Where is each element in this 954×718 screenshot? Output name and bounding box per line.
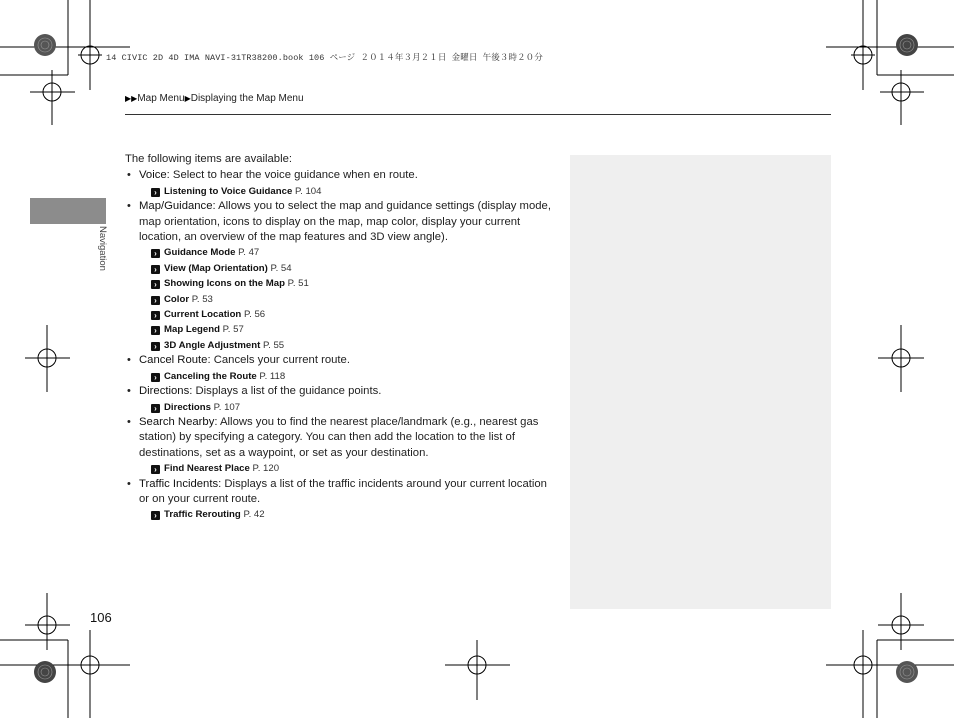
item-list <box>125 168 557 522</box>
cross-reference-link[interactable] <box>151 507 557 522</box>
reference-arrow-icon: › <box>151 326 160 335</box>
reference-arrow-icon: › <box>151 265 160 274</box>
breadcrumb-item-map-menu[interactable]: Map Menu <box>137 93 185 104</box>
reference-title[interactable]: Showing Icons on the Map <box>164 278 285 290</box>
bullet-icon: • <box>127 385 131 398</box>
side-notes-panel <box>570 155 831 609</box>
reference-page: P. 42 <box>243 509 265 521</box>
reference-title[interactable]: Guidance Mode <box>164 247 236 259</box>
bullet-icon: • <box>127 415 131 428</box>
reference-title[interactable]: Color <box>164 293 190 305</box>
section-tab <box>30 198 106 224</box>
reference-arrow-icon: › <box>151 188 160 197</box>
breadcrumb-arrow-icon: ▶ <box>184 94 191 103</box>
item-term: Directions <box>139 385 190 398</box>
intro-text: The following items are available: <box>125 153 293 165</box>
cross-reference-link[interactable] <box>151 461 557 476</box>
item-description: : Allows you to select the map and guidance settings (display mode, map orientation, icons to display on the map, map color, display your current location, an overview of the map features and 3D view angle). <box>139 200 551 244</box>
reference-page: P. 54 <box>270 262 292 274</box>
cross-reference-link[interactable] <box>151 261 557 276</box>
bullet-icon: • <box>127 200 131 213</box>
reference-title[interactable]: Directions <box>164 401 211 413</box>
list-item <box>125 477 557 508</box>
reference-page: P. 107 <box>213 401 241 413</box>
item-description: : Displays a list of the traffic incidents around your current location or on your current route. <box>139 477 547 505</box>
header-divider <box>125 114 831 115</box>
reference-title[interactable]: Listening to Voice Guidance <box>164 185 293 197</box>
section-tab-label: Navigation <box>97 226 108 271</box>
reference-title[interactable]: Find Nearest Place <box>164 463 250 475</box>
reference-arrow-icon: › <box>151 311 160 320</box>
reference-page: P. 120 <box>252 463 280 475</box>
reference-title[interactable]: Map Legend <box>164 324 220 336</box>
list-item <box>125 353 557 368</box>
reference-page: P. 104 <box>294 185 322 197</box>
breadcrumb-item-current: Displaying the Map Menu <box>190 93 304 104</box>
cross-reference-link[interactable] <box>151 276 557 291</box>
cross-reference-link[interactable] <box>151 292 557 307</box>
reference-arrow-icon: › <box>151 249 160 258</box>
reference-title[interactable]: Canceling the Route <box>164 370 257 382</box>
reference-title[interactable]: Current Location <box>164 309 242 321</box>
item-term: Search Nearby <box>139 415 215 428</box>
item-term: Cancel Route <box>139 354 208 367</box>
breadcrumb-arrow-icon: ▶▶ <box>125 94 138 103</box>
cross-reference-link[interactable] <box>151 245 557 260</box>
item-description: : Cancels your current route. <box>207 354 350 367</box>
reference-arrow-icon: › <box>151 465 160 474</box>
reference-page: P. 57 <box>222 324 244 336</box>
reference-page: P. 55 <box>262 339 285 351</box>
main-content <box>125 152 557 523</box>
item-description: : Select to hear the voice guidance when en route. <box>166 169 418 182</box>
list-item <box>125 415 557 461</box>
bullet-icon: • <box>127 354 131 367</box>
reference-arrow-icon: › <box>151 296 160 305</box>
reference-page: P. 118 <box>259 370 286 382</box>
cross-reference-link[interactable] <box>151 322 557 337</box>
reference-page: P. 47 <box>238 247 260 259</box>
cross-reference-link[interactable] <box>151 307 557 322</box>
cross-reference-link[interactable] <box>151 184 557 199</box>
list-item <box>125 168 557 183</box>
item-term: Voice <box>139 169 167 182</box>
reference-title[interactable]: Traffic Rerouting <box>164 509 241 521</box>
print-header: 14 CIVIC 2D 4D IMA NAVI-31TR38200.book 106 ページ ２０１４年３月２１日 金曜日 午後３時２０分 <box>106 53 543 63</box>
reference-arrow-icon: › <box>151 342 160 351</box>
reference-page: P. 53 <box>191 293 213 305</box>
reference-title[interactable]: 3D Angle Adjustment <box>164 339 261 351</box>
reference-page: P. 56 <box>243 309 266 321</box>
item-description: : Allows you to find the nearest place/landmark (e.g., nearest gas station) by specifying a category. You can then add the location to the list of destinations, set as a waypoint, or set as your destination. <box>139 415 539 459</box>
bullet-icon: • <box>127 169 131 182</box>
cross-reference-link[interactable] <box>151 400 557 415</box>
cross-reference-link[interactable] <box>151 369 557 384</box>
item-term: Map/Guidance <box>139 200 213 213</box>
list-item <box>125 384 557 399</box>
reference-arrow-icon: › <box>151 404 160 413</box>
item-description: : Displays a list of the guidance points. <box>189 385 382 398</box>
bullet-icon: • <box>127 477 131 490</box>
reference-title[interactable]: View (Map Orientation) <box>164 262 268 274</box>
cross-reference-link[interactable] <box>151 338 557 353</box>
list-item <box>125 199 557 245</box>
item-term: Traffic Incidents <box>139 477 219 490</box>
breadcrumb <box>125 93 304 104</box>
reference-page: P. 51 <box>287 278 309 290</box>
reference-arrow-icon: › <box>151 280 160 289</box>
reference-arrow-icon: › <box>151 511 160 520</box>
page-number: 106 <box>90 610 112 625</box>
reference-arrow-icon: › <box>151 373 160 382</box>
